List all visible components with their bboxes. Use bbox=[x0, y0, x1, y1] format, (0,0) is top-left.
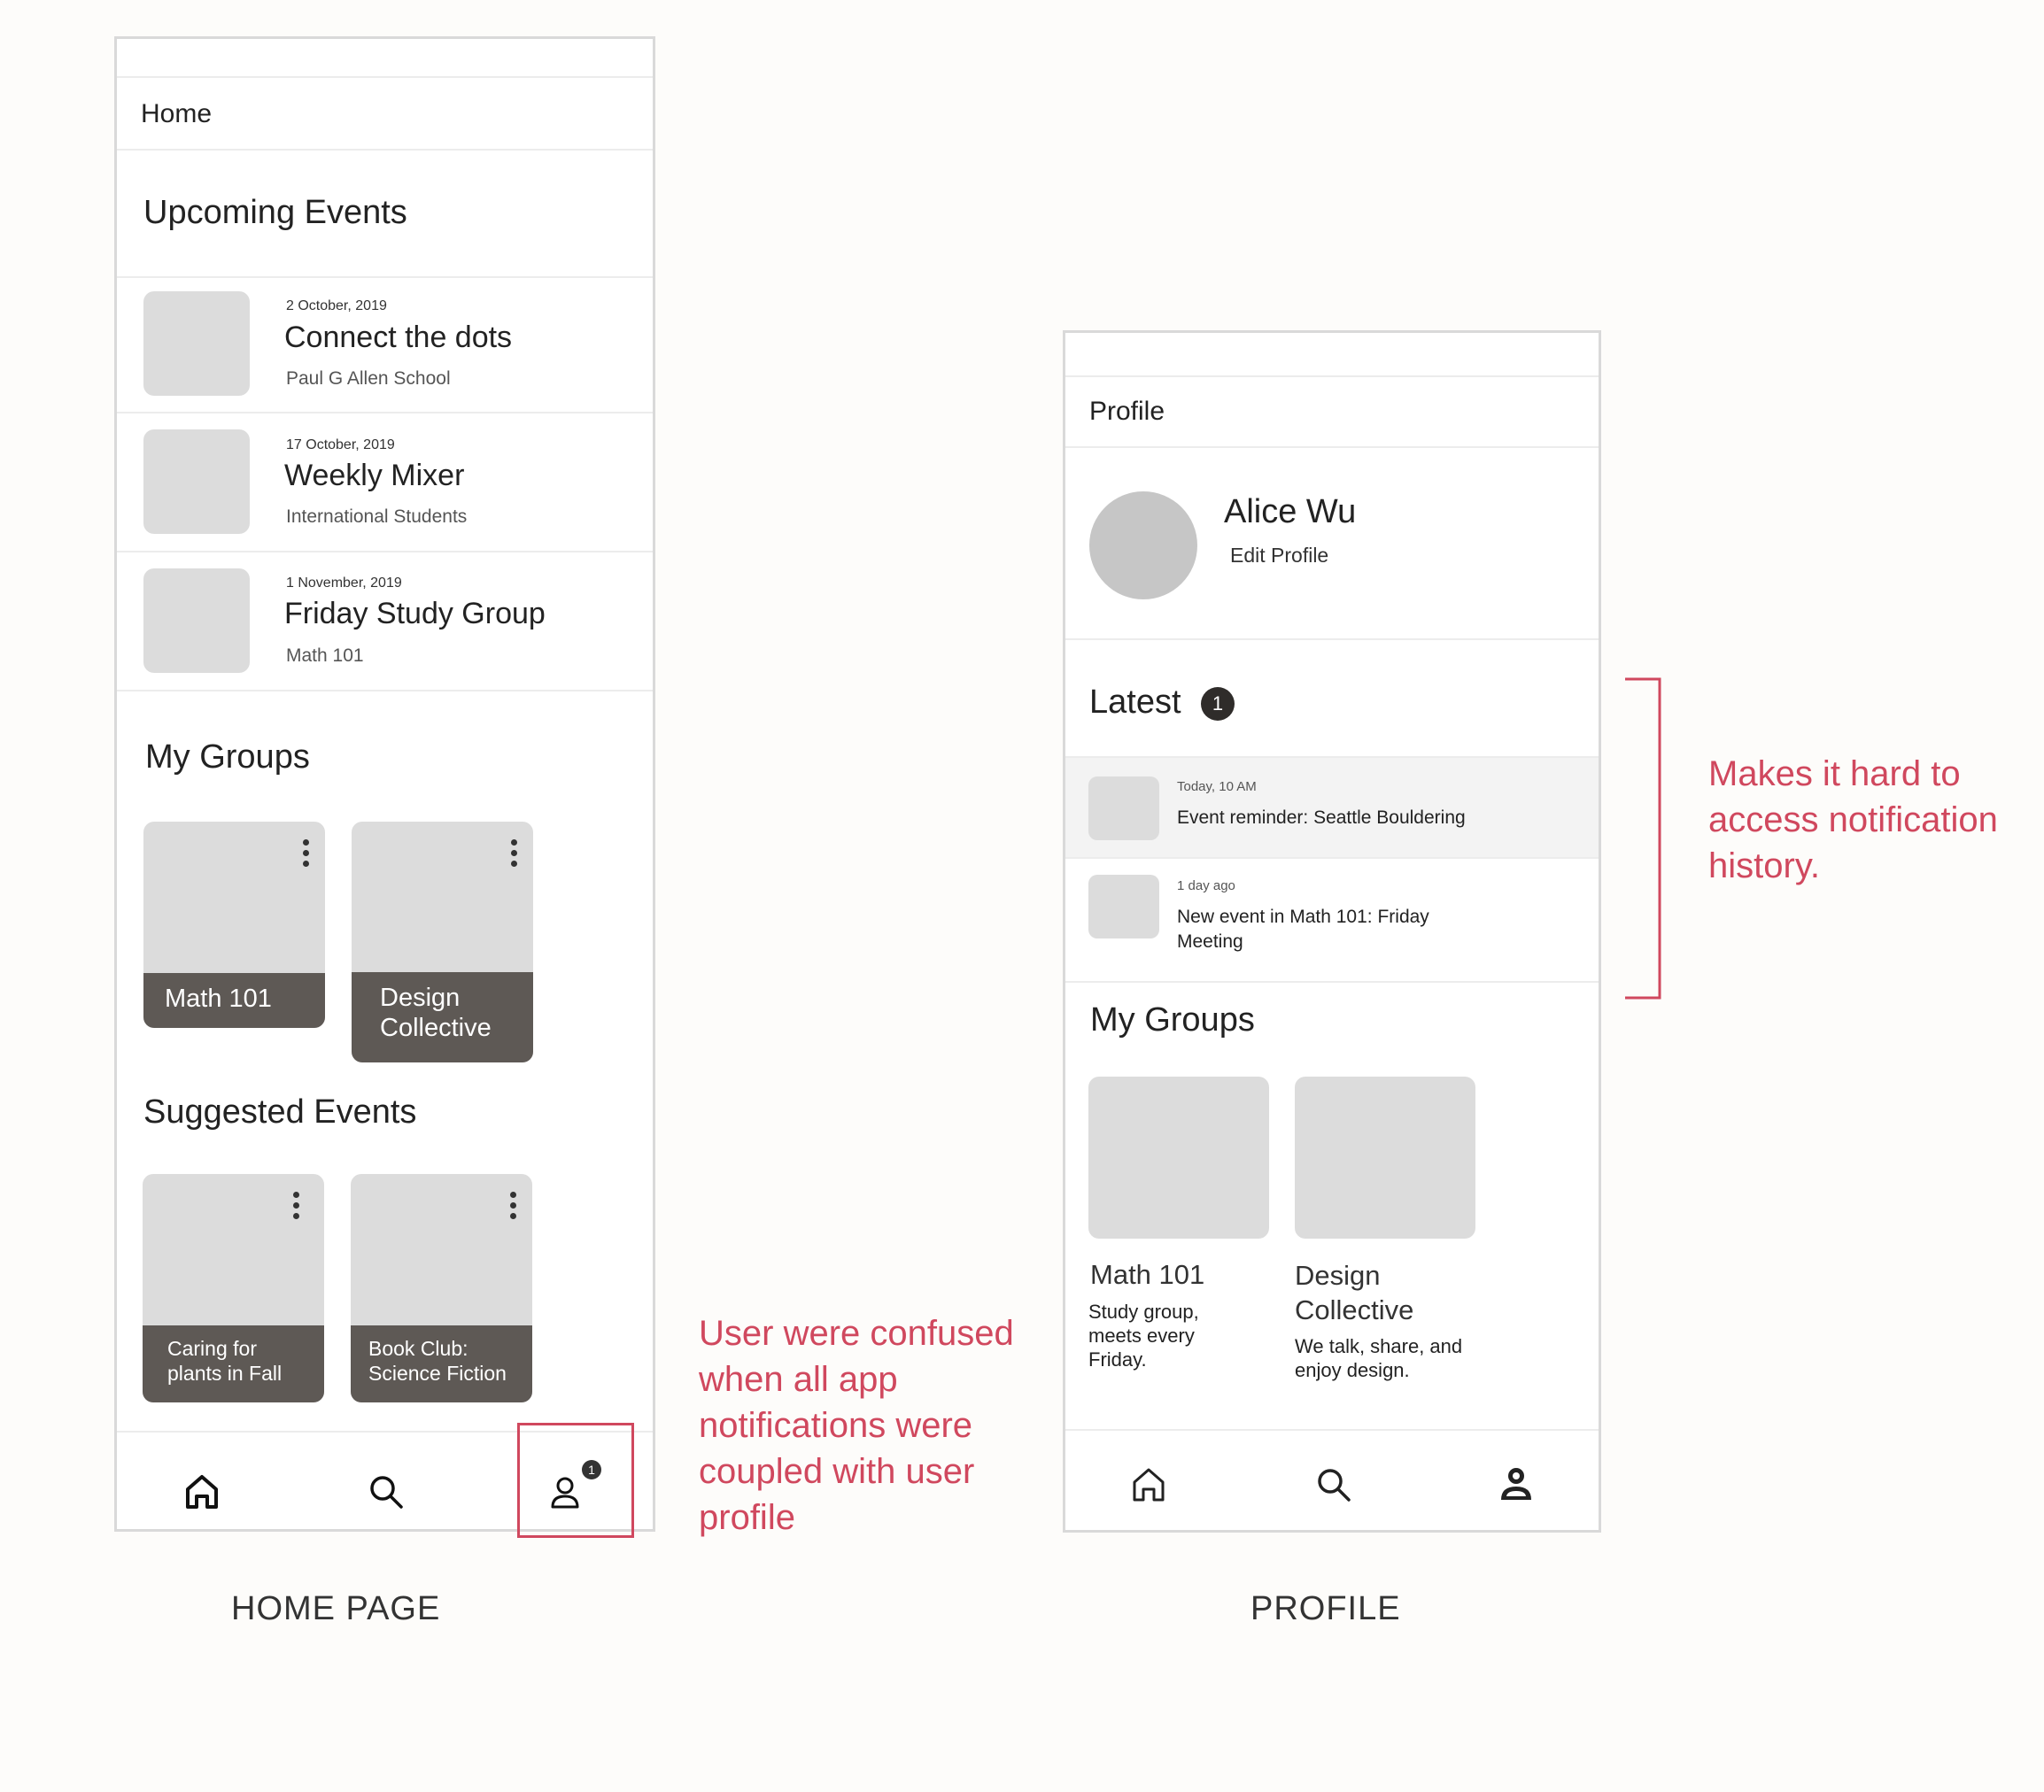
more-options-icon[interactable] bbox=[303, 839, 310, 871]
user-filled-icon[interactable] bbox=[1498, 1464, 1534, 1503]
profile-screen bbox=[1063, 330, 1601, 1533]
group-card[interactable] bbox=[352, 822, 533, 1062]
suggested-event-label: Caring for plants in Fall bbox=[143, 1325, 324, 1402]
profile-name: Alice Wu bbox=[1224, 493, 1357, 530]
notification-item[interactable] bbox=[1065, 859, 1599, 981]
suggested-event-card[interactable] bbox=[351, 1174, 532, 1402]
home-screen bbox=[114, 36, 655, 1532]
event-date: 2 October, 2019 bbox=[286, 298, 387, 313]
notification-thumbnail bbox=[1088, 875, 1159, 938]
event-thumbnail bbox=[143, 568, 250, 673]
notification-item[interactable] bbox=[1065, 758, 1599, 857]
event-title: Connect the dots bbox=[284, 321, 513, 354]
notification-time: Today, 10 AM bbox=[1177, 779, 1257, 794]
notification-badge: 1 bbox=[582, 1460, 601, 1479]
home-annotation: User were confused when all app notifications were coupled with user profile bbox=[699, 1314, 1014, 1537]
home-caption: HOME PAGE bbox=[231, 1590, 441, 1627]
suggested-event-card[interactable] bbox=[143, 1174, 324, 1402]
profile-caption: PROFILE bbox=[1250, 1590, 1401, 1627]
section-title-upcoming: Upcoming Events bbox=[143, 194, 407, 231]
section-title-my-groups: My Groups bbox=[1090, 1001, 1255, 1039]
edit-profile-link[interactable]: Edit Profile bbox=[1230, 544, 1329, 567]
suggested-event-label: Book Club: Science Fiction bbox=[351, 1325, 532, 1402]
section-title-suggested: Suggested Events bbox=[143, 1093, 417, 1131]
notification-time: 1 day ago bbox=[1177, 878, 1235, 893]
more-options-icon[interactable] bbox=[293, 1192, 300, 1224]
notification-thumbnail bbox=[1088, 776, 1159, 840]
event-title: Weekly Mixer bbox=[284, 459, 465, 492]
group-card-label: Design Collective bbox=[352, 972, 533, 1062]
group-thumbnail bbox=[1295, 1077, 1475, 1239]
more-options-icon[interactable] bbox=[510, 1192, 517, 1224]
section-title-latest: Latest bbox=[1089, 684, 1181, 721]
notification-text: New event in Math 101: Friday Meeting bbox=[1177, 907, 1429, 952]
group-title: Design Collective bbox=[1295, 1260, 1414, 1325]
event-date: 17 October, 2019 bbox=[286, 437, 395, 452]
more-options-icon[interactable] bbox=[511, 839, 518, 871]
section-title-my-groups: My Groups bbox=[145, 738, 310, 776]
notification-text: Event reminder: Seattle Bouldering bbox=[1177, 807, 1466, 828]
avatar bbox=[1089, 491, 1197, 599]
event-date: 1 November, 2019 bbox=[286, 575, 402, 591]
header-title: Profile bbox=[1089, 397, 1165, 426]
search-icon[interactable] bbox=[1315, 1466, 1352, 1503]
event-title: Friday Study Group bbox=[284, 597, 546, 630]
event-subtitle: International Students bbox=[286, 506, 468, 527]
search-icon[interactable] bbox=[368, 1473, 405, 1510]
event-thumbnail bbox=[143, 291, 250, 396]
home-icon[interactable] bbox=[1131, 1466, 1166, 1503]
latest-badge: 1 bbox=[1201, 687, 1235, 721]
event-thumbnail bbox=[143, 429, 250, 534]
header-title: Home bbox=[141, 99, 213, 128]
group-thumbnail bbox=[1088, 1077, 1269, 1239]
event-subtitle: Math 101 bbox=[286, 645, 364, 666]
group-description: Study group, meets every Friday. bbox=[1088, 1301, 1199, 1371]
group-card[interactable] bbox=[143, 822, 325, 1028]
highlight-box bbox=[517, 1423, 634, 1538]
group-card-label: Math 101 bbox=[143, 973, 325, 1028]
event-subtitle: Paul G Allen School bbox=[286, 368, 451, 389]
group-description: We talk, share, and enjoy design. bbox=[1295, 1335, 1463, 1381]
home-icon[interactable] bbox=[184, 1473, 220, 1510]
profile-annotation: Makes it hard to access notification history. bbox=[1708, 754, 1998, 885]
annotation-bracket bbox=[1621, 676, 1665, 1000]
group-title: Math 101 bbox=[1090, 1259, 1205, 1290]
